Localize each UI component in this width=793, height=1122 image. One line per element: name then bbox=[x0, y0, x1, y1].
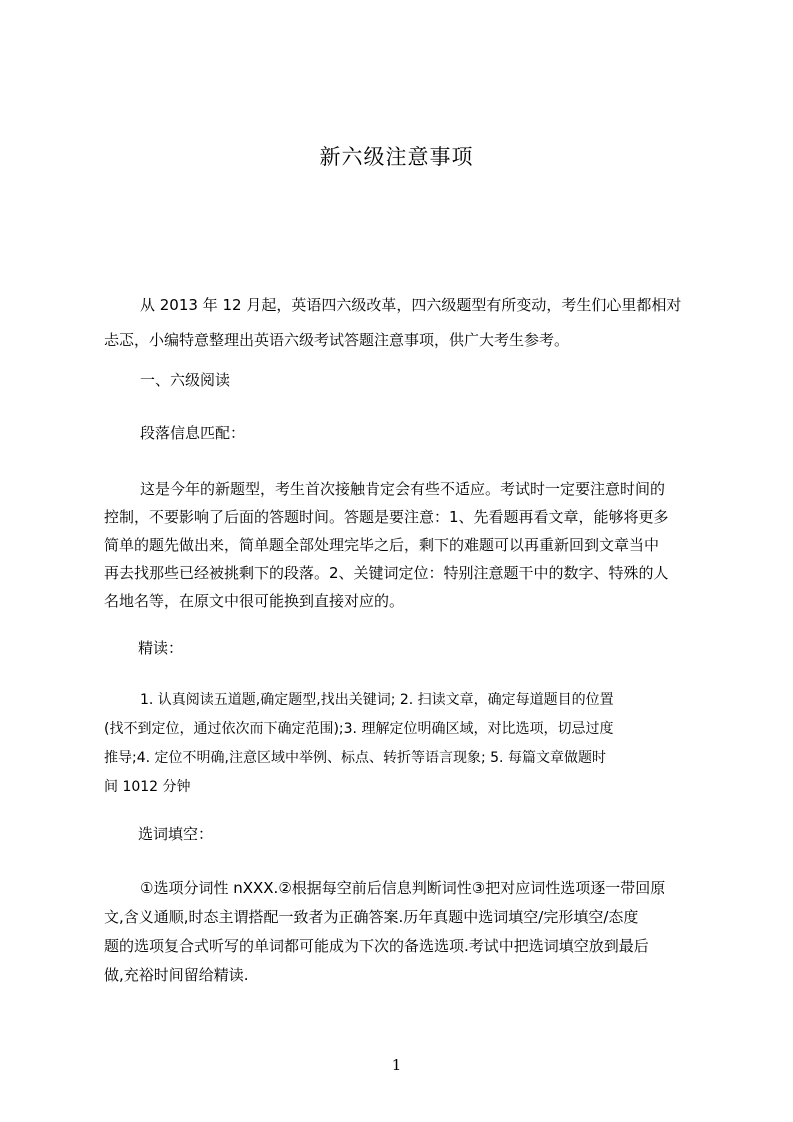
intensive-line: 1. 认真阅读五道题,确定题型,找出关键词; 2. 扫读文章，确定每道题目的位置 bbox=[140, 692, 614, 708]
document-title: 新六级注意事项 bbox=[319, 145, 474, 169]
matching-line: 控制，不要影响了后面的答题时间。答题是要注意：1、先看题再看文章，能够将更多 bbox=[104, 508, 669, 526]
page-number: 1 bbox=[391, 1056, 402, 1074]
matching-paragraph bbox=[104, 475, 697, 615]
cloze-line: 题的选项复合式听写的单词都可能成为下次的备选选项.考试中把选词填空放到最后 bbox=[104, 937, 649, 955]
cloze-heading: 选词填空： bbox=[138, 825, 214, 843]
matching-line: 再去找那些已经被挑剩下的段落。2、关键词定位：特别注意题干中的数字、特殊的人 bbox=[104, 564, 669, 582]
intro-line: 忐忑，小编特意整理出英语六级考试答题注意事项，供广大考生参考。 bbox=[104, 331, 570, 349]
cloze-line: ①选项分词性 nXXX.②根据每空前后信息判断词性③把对应词性选项逐一带回原 bbox=[140, 879, 666, 897]
intensive-line: 间 1012 分钟 bbox=[104, 779, 191, 795]
matching-line: 这是今年的新题型，考生首次接触肯定会有些不适应。考试时一定要注意时间的 bbox=[140, 480, 666, 498]
intensive-heading: 精读： bbox=[138, 639, 184, 657]
matching-line: 简单的题先做出来，简单题全部处理完毕之后，剩下的难题可以再重新回到文章当中 bbox=[104, 536, 660, 554]
intensive-line: (找不到定位，通过依次而下确定范围);3. 理解定位明确区域，对比选项，切忌过度 bbox=[104, 721, 614, 737]
intensive-paragraph bbox=[104, 686, 697, 802]
intro-paragraph bbox=[104, 288, 697, 358]
intro-line: 从 2013 年 12 月起，英语四六级改革，四六级题型有所变动，考生们心里都相对 bbox=[140, 296, 682, 314]
matching-line: 名地名等，在原文中很可能换到直接对应的。 bbox=[104, 592, 405, 610]
cloze-line: 文,含义通顺,时态主谓搭配一致者为正确答案.历年真题中选词填空/完形填空/态度 bbox=[104, 908, 639, 926]
cloze-line: 做,充裕时间留给精读. bbox=[104, 966, 249, 984]
cloze-paragraph bbox=[104, 874, 697, 990]
section-heading-reading: 一、六级阅读 bbox=[140, 371, 231, 389]
matching-heading: 段落信息匹配： bbox=[140, 424, 246, 442]
intensive-line: 推导;4. 定位不明确,注意区域中举例、标点、转折等语言现象; 5. 每篇文章做题时 bbox=[104, 750, 606, 766]
